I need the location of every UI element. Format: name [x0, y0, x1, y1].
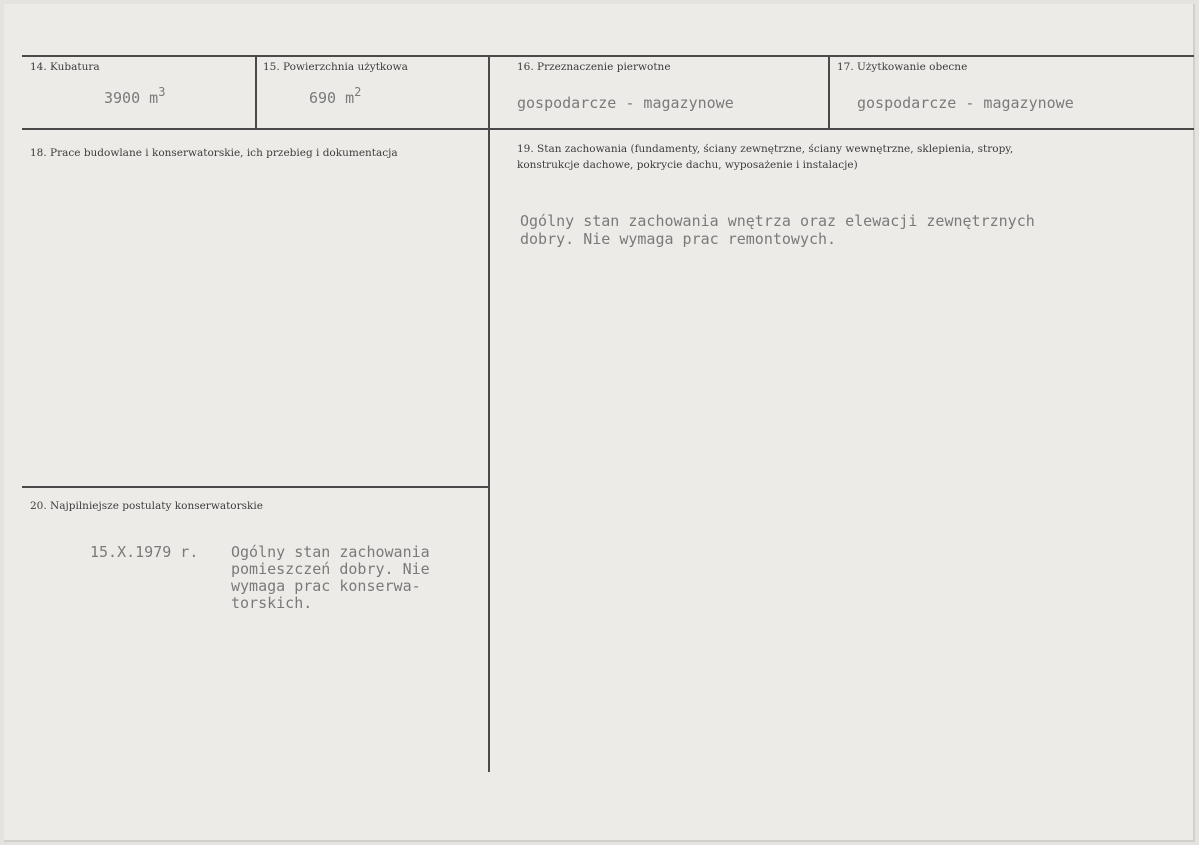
- divider-16-17: [828, 55, 830, 129]
- section20-rule: [22, 486, 490, 488]
- second-rule: [22, 128, 1194, 130]
- main-vertical-divider: [488, 128, 490, 772]
- field-20-label: 20. Najpilniejsze postulaty konserwatorskie: [30, 500, 263, 512]
- field-20-date: 15.X.1979 r.: [90, 543, 199, 561]
- field-20-text-line2: pomieszczeń dobry. Nie: [231, 560, 430, 578]
- field-17-value: gospodarcze - magazynowe: [857, 94, 1074, 112]
- field-14-unit-superscript: 3: [158, 85, 166, 99]
- field-14-value: 3900 $m^3$: [104, 85, 166, 107]
- field-20-text-line3: wymaga prac konserwa-: [231, 577, 421, 595]
- field-20-text-line4: torskich.: [231, 594, 313, 612]
- field-16-value: gospodarcze - magazynowe: [517, 94, 734, 112]
- record-card: [4, 4, 1195, 842]
- field-15-label: 15. Powierzchnia użytkowa: [263, 61, 408, 73]
- field-14-label: 14. Kubatura: [30, 61, 100, 73]
- top-rule: [22, 55, 1194, 57]
- field-19-text-line2: dobry. Nie wymaga prac remontowych.: [520, 230, 837, 248]
- field-18-label: 18. Prace budowlane i konserwatorskie, ich przebieg i dokumentacja: [30, 147, 398, 159]
- field-16-label: 16. Przeznaczenie pierwotne: [517, 61, 671, 73]
- field-15-unit-superscript: 2: [354, 85, 362, 99]
- field-19-label-line2: konstrukcje dachowe, pokrycie dachu, wyposażenie i instalacje): [517, 159, 858, 171]
- field-20-text-line1: Ogólny stan zachowania: [231, 543, 430, 561]
- field-17-label: 17. Użytkowanie obecne: [837, 61, 968, 73]
- field-19-label-line1: 19. Stan zachowania (fundamenty, ściany zewnętrzne, ściany wewnętrzne, sklepienia, stropy,: [517, 143, 1014, 155]
- field-15-value: 690 $m^2$: [309, 85, 362, 107]
- field-19-text-line1: Ogólny stan zachowania wnętrza oraz elewacji zewnętrznych: [520, 212, 1035, 230]
- divider-15-16: [488, 55, 490, 129]
- divider-14-15: [255, 55, 257, 129]
